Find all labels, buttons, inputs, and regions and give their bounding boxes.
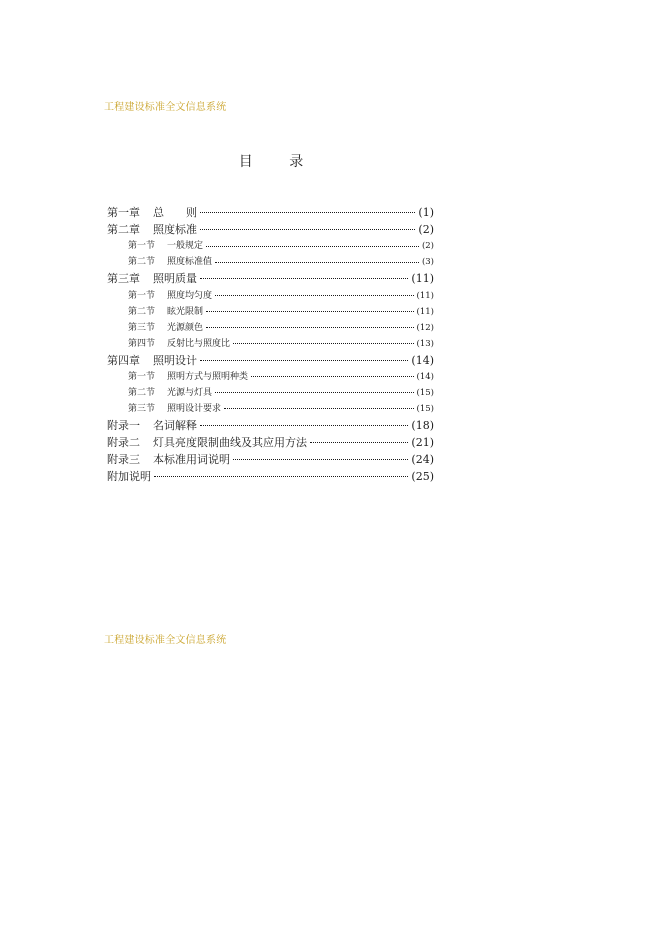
toc-entry-number: 第二节 [128, 306, 156, 317]
toc-entry-page: (24) [411, 453, 434, 467]
dot-leader [233, 343, 414, 344]
toc-entry-title: 总 则 [153, 206, 197, 219]
dot-leader [200, 360, 408, 361]
toc-entry-page: (14) [411, 353, 434, 367]
dot-leader [233, 459, 408, 460]
dot-leader [154, 476, 408, 477]
dot-leader [206, 246, 419, 247]
dot-leader [200, 425, 408, 426]
toc-entry-number: 第三章 [107, 272, 140, 286]
toc-entry-page: (12) [416, 322, 434, 333]
toc-entry-page: (13) [416, 338, 434, 349]
toc-title [0, 151, 542, 171]
toc-entry-title: 一般规定 [167, 241, 204, 252]
toc-entry-page: (15) [416, 387, 434, 398]
toc-subentry[interactable] [107, 336, 434, 352]
dot-leader [215, 295, 414, 296]
toc-entry-title: 眩光限制 [167, 306, 204, 317]
toc-entry-page: (2) [421, 241, 434, 252]
toc-entry-page: (21) [411, 435, 434, 449]
toc-entry-number: 第二节 [128, 257, 156, 268]
toc-entry-number: 第一章 [107, 206, 140, 219]
toc-entry-number: 第一节 [128, 371, 156, 382]
toc-entry-title: 灯具亮度限制曲线及其应用方法 [153, 435, 307, 449]
toc-entry-title: 照明质量 [153, 272, 197, 286]
toc-entry-title: 照明设计 [153, 353, 197, 367]
toc-entry-page: (11) [416, 306, 434, 317]
toc-entry-number: 附录一 [107, 418, 140, 432]
toc-entry-title: 名词解释 [153, 418, 197, 432]
toc-entry-page: (25) [411, 470, 434, 484]
toc-entry-title: 本标准用词说明 [153, 453, 230, 467]
toc-subentry[interactable] [107, 238, 434, 254]
dot-leader [200, 278, 408, 279]
toc-entry-number: 第二节 [128, 387, 156, 398]
toc-entry-title: 反射比与照度比 [167, 338, 231, 349]
toc-entry-number: 第二章 [107, 223, 140, 237]
toc-entry-page: (18) [411, 418, 434, 432]
toc-subentry[interactable] [107, 369, 434, 385]
toc-entry[interactable] [107, 221, 434, 238]
toc-entry[interactable] [107, 352, 434, 369]
toc-entry-title: 照度标准值 [167, 257, 213, 268]
toc-entry[interactable] [107, 204, 434, 221]
toc-entry-page: (14) [416, 371, 434, 382]
toc-entry-title: 照度标准 [153, 223, 197, 237]
toc-entry[interactable] [107, 434, 434, 451]
dot-leader [224, 408, 414, 409]
toc-entry-title: 照度均匀度 [167, 290, 213, 301]
watermark-top: 工程建设标准全文信息系统 [104, 102, 227, 113]
toc-entry-page: (3) [421, 257, 434, 268]
toc-entry-title: 光源与灯具 [167, 387, 213, 398]
toc-subentry[interactable] [107, 385, 434, 401]
table-of-contents [107, 204, 434, 486]
toc-entry-number: 第一节 [128, 290, 156, 301]
toc-subentry[interactable] [107, 288, 434, 304]
toc-entry-number: 附录三 [107, 453, 140, 467]
dot-leader [215, 262, 419, 263]
toc-entry[interactable] [107, 417, 434, 434]
toc-entry-page: (2) [418, 223, 434, 237]
toc-entry-number: 第三节 [128, 403, 156, 414]
toc-entry-title: 照明方式与照明种类 [167, 371, 249, 382]
toc-entry-title: 照明设计要求 [167, 403, 222, 414]
toc-entry-page: (11) [411, 272, 434, 286]
dot-leader [251, 376, 414, 377]
toc-entry[interactable] [107, 451, 434, 468]
dot-leader [206, 327, 414, 328]
toc-entry-number: 第四章 [107, 353, 140, 367]
toc-entry-number: 第四节 [128, 338, 156, 349]
toc-entry-number: 第一节 [128, 241, 156, 252]
toc-subentry[interactable] [107, 320, 434, 336]
toc-subentry[interactable] [107, 304, 434, 320]
toc-entry[interactable] [107, 468, 434, 485]
dot-leader [215, 392, 414, 393]
toc-entry-title: 光源颜色 [167, 322, 204, 333]
toc-subentry[interactable] [107, 254, 434, 270]
toc-entry-number: 第三节 [128, 322, 156, 333]
toc-entry[interactable] [107, 270, 434, 287]
dot-leader [206, 311, 414, 312]
toc-entry-page: (1) [418, 206, 434, 219]
toc-entry-page: (15) [416, 403, 434, 414]
dot-leader [200, 212, 415, 213]
toc-subentry[interactable] [107, 401, 434, 417]
watermark-bottom: 工程建设标准全文信息系统 [104, 635, 227, 646]
dot-leader [200, 229, 415, 230]
toc-entry-page: (11) [416, 290, 434, 301]
dot-leader [310, 442, 408, 443]
toc-title-text: 目 录 [238, 154, 304, 170]
toc-entry-number: 附录二 [107, 435, 140, 449]
toc-entry-title: 附加说明 [107, 470, 151, 484]
